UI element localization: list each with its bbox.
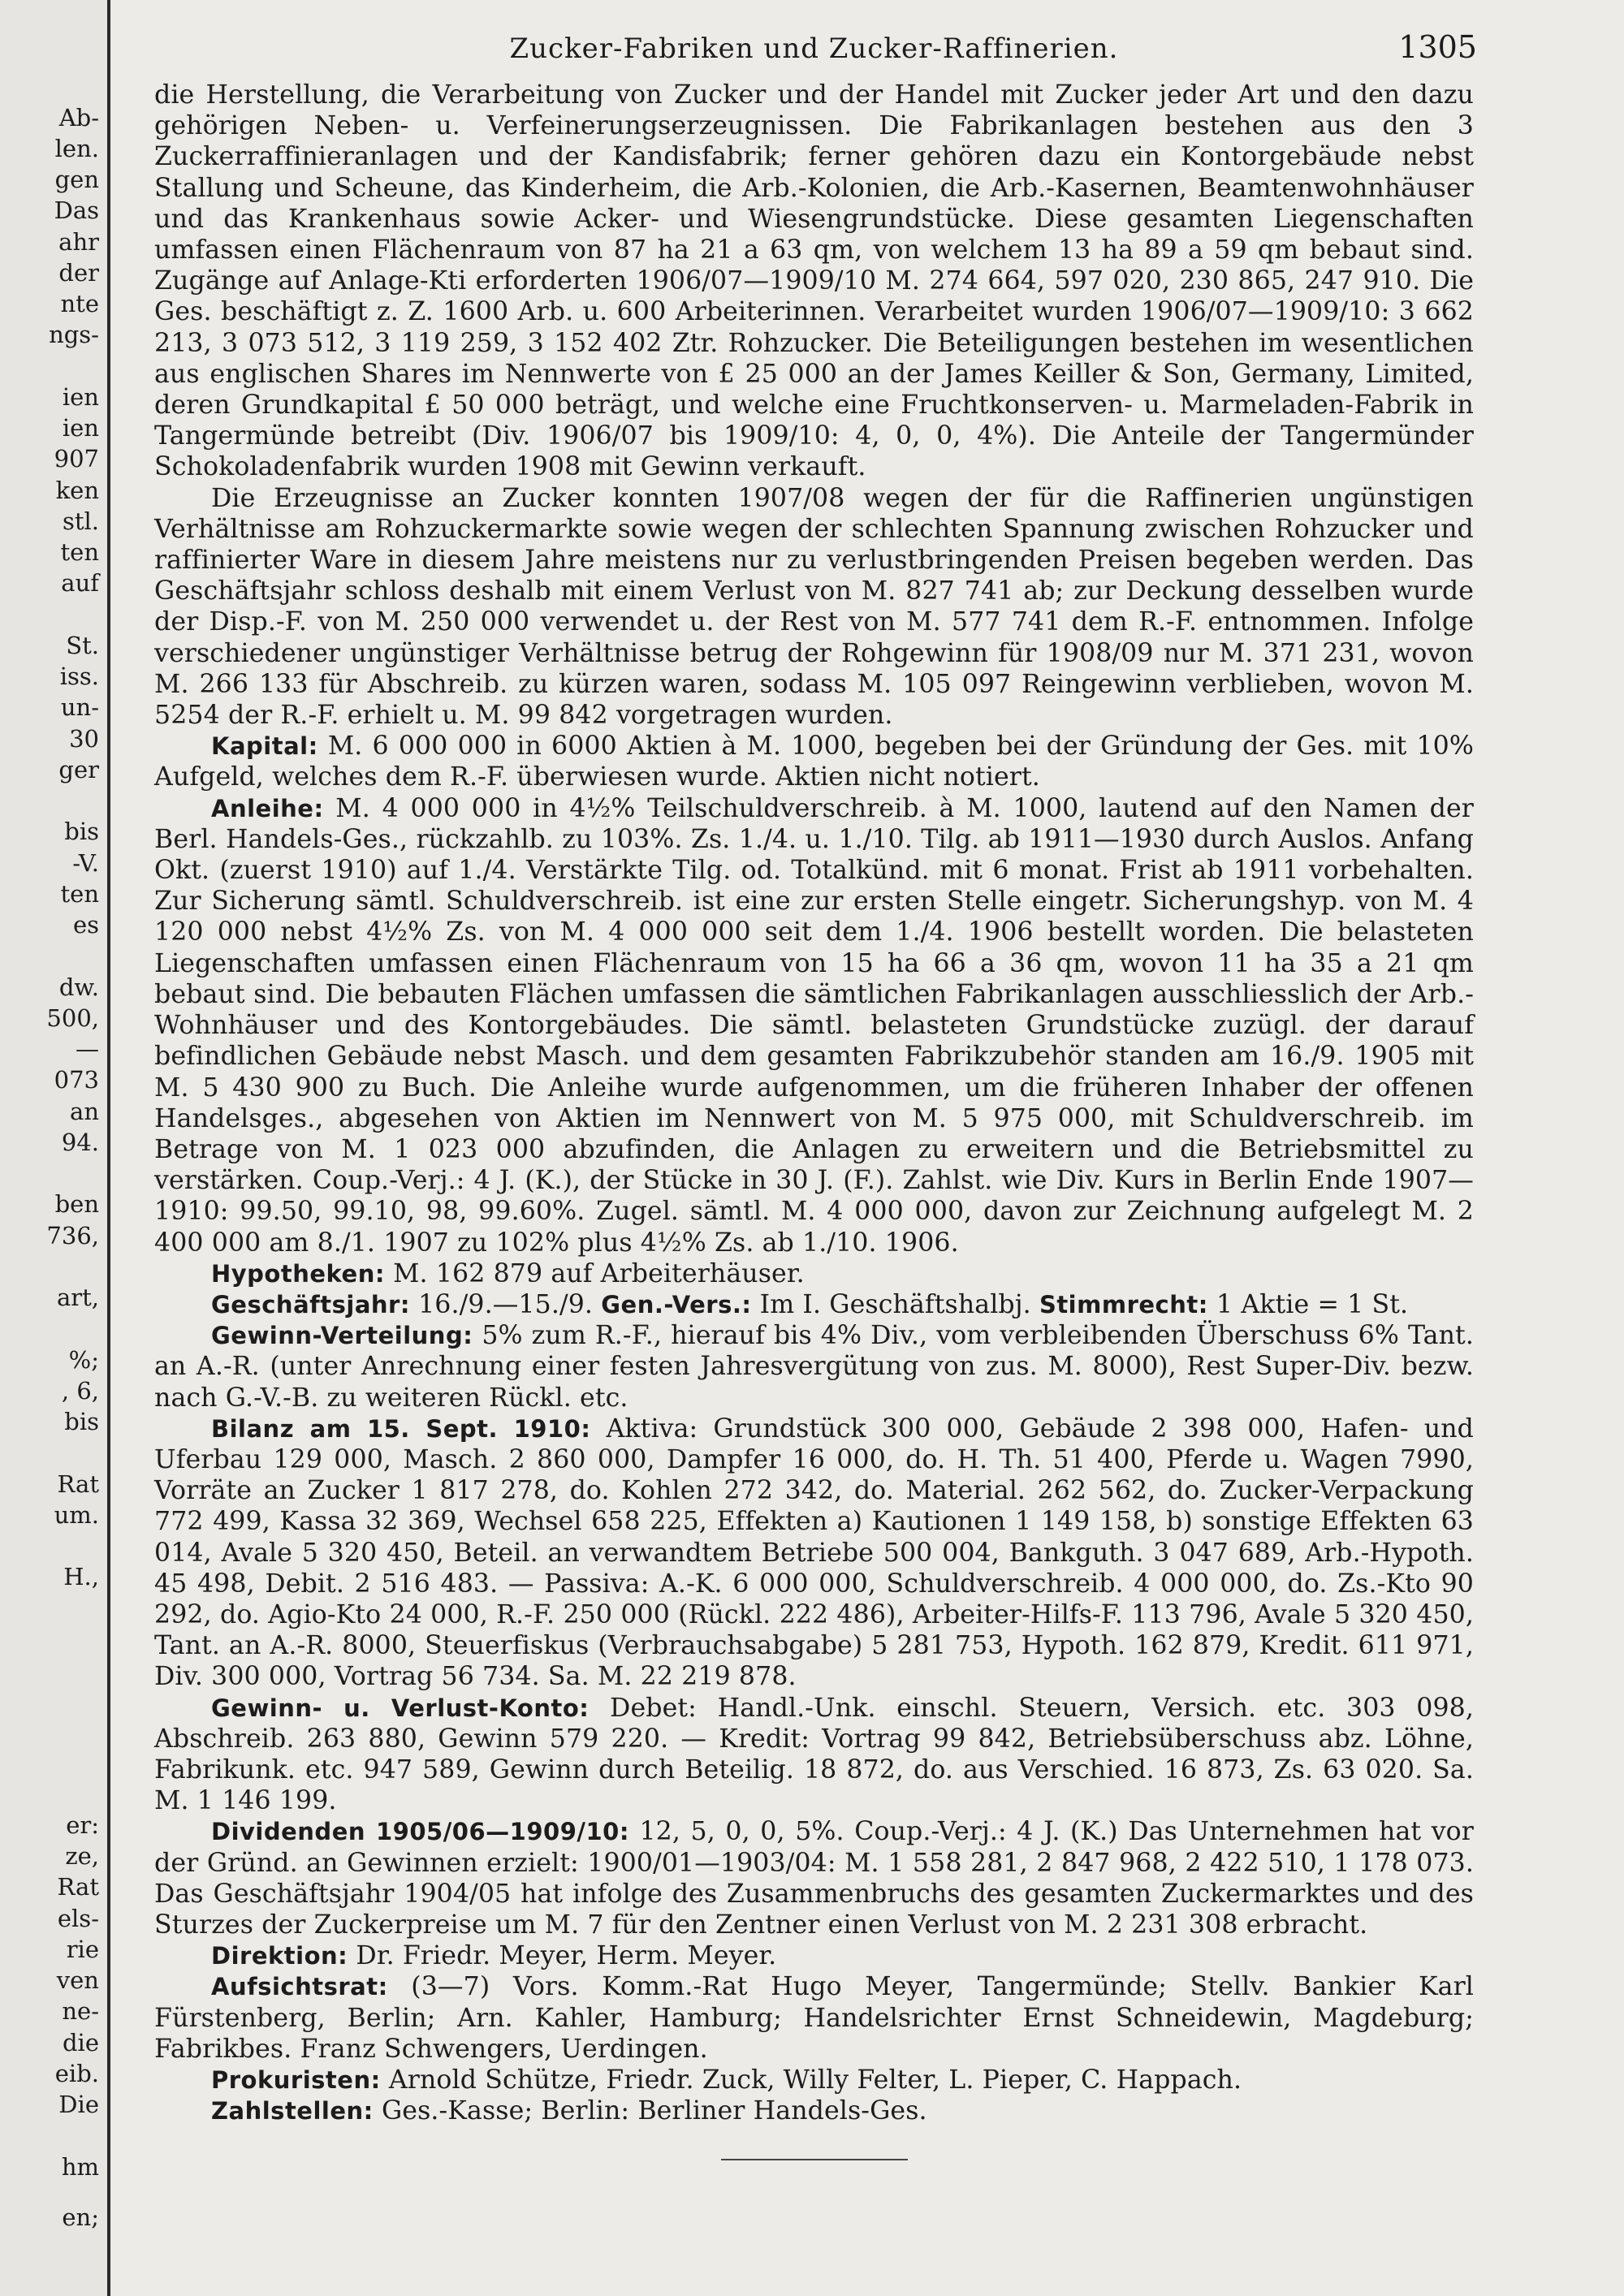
- section-label: Dividenden 1905/06—1909/10:: [211, 1818, 629, 1846]
- section-anleihe: [154, 793, 1474, 1258]
- margin-fragment: Rat: [57, 1873, 99, 1901]
- margin-fragment: dw.: [58, 973, 99, 1001]
- section-text: M. 4 000 000 in 4½% Teilschuldverschreib. à M. 1000, lautend auf den Namen der Berl. Handels-Ges., rückzahlb. zu 103%. Zs. 1./4. u. 1./10. Tilg. ab 1911—1930 durch Auslos. Anfang Okt. (zuerst 1910) auf 1./4. Verstärkte Tilg. od. Totalkünd. mit 6 monat. Frist ab 1911 vorbehalten. Zur Sicherung sämtl. Schuldverschreib. ist eine zur ersten Stelle eingetr. Sicherungshyp. von M. 4 120 000 nebst 4½% Zs. von M. 4 000 000 seit dem 1./4. 1906 bestellt worden. Die belasteten Liegenschaften umfassen einen Flächenraum von 15 ha 66 a 36 qm, wovon 11 ha 35 a 21 qm bebaut sind. Die bebauten Flächen umfassen die sämtlichen Fabrikanlagen ausschliesslich der Arb.-Wohnhäuser und des Kontorgebäudes. Die sämtl. belasteten Grundstücke zuzügl. der darauf befindlichen Gebäude nebst Masch. und dem gesamten Fabrikzubehör standen am 16./9. 1905 mit M. 5 430 900 zu Buch. Die Anleihe wurde aufgenommen, um die früheren Inhaber der offenen Handelsges., abgesehen von Aktien im Nennwert von M. 5 975 000, mit Schuldverschreib. im Betrage von M. 1 023 000 abzufinden, die Anlagen zu erweitern und die Betriebsmittel zu verstärken. Coup.-Verj.: 4 J. (K.), der Stücke in 30 J. (F.). Zahlst. wie Div. Kurs in Berlin Ende 1907—1910: 99.50, 99.10, 98, 99.60%. Zugel. sämtl. M. 4 000 000, davon zur Zeichnung aufgelegt M. 2 400 000 am 8./1. 1907 zu 102% plus 4½% Zs. ab 1./10. 1906.: [154, 793, 1474, 1258]
- margin-fragment: 94.: [61, 1129, 99, 1156]
- section-direktion: [154, 1940, 1474, 1971]
- margin-fragment: ne-: [62, 1997, 99, 2025]
- margin-fragment: ken: [55, 477, 99, 504]
- section-text: Dr. Friedr. Meyer, Herm. Meyer.: [356, 1941, 777, 1971]
- margin-fragment: —: [76, 1035, 99, 1063]
- margin-fragment: len.: [54, 135, 99, 162]
- section-label: Geschäftsjahr:: [211, 1290, 410, 1318]
- section-text: 5% zum R.-F., hierauf bis 4% Div., vom verbleibenden Überschuss 6% Tant. an A.-R. (unter Anrechnung einer festen Jahresvergütung von zus. M. 8000), Rest Super-Div. bezw. nach G.-V.-B. zu weiteren Rückl. etc.: [154, 1321, 1475, 1413]
- margin-fragment: Die: [58, 2091, 99, 2118]
- margin-fragment: art,: [56, 1284, 99, 1311]
- section-prokuristen: [154, 2065, 1474, 2095]
- page-number: 1305: [1398, 29, 1477, 65]
- margin-fragment: , 6,: [61, 1377, 99, 1405]
- margin-fragment: en;: [62, 2203, 99, 2231]
- section-text: Aktiva: Grundstück 300 000, Gebäude 2 398 000, Hafen- und Uferbau 129 000, Masch. 2 860 000, Dampfer 16 000, do. H. Th. 51 400, Pferde u. Wagen 7990, Vorräte an Zucker 1 817 278, do. Kohlen 272 342, do. Material. 262 562, do. Zucker-Verpackung 772 499, Kassa 32 369, Wechsel 658 225, Effekten a) Kautionen 1 149 158, b) sonstige Effekten 63 014, Avale 5 320 450, Beteil. an verwandtem Betriebe 500 004, Bankguth. 3 047 689, Arb.-Hypoth. 45 498, Debit. 2 516 483. — Passiva: A.-K. 6 000 000, Schuldverschreib. 4 000 000, do. Zs.-Kto 90 292, do. Agio-Kto 24 000, R.-F. 250 000 (Rückl. 222 486), Arbeiter-Hilfs-F. 113 796, Avale 5 320 450, Tant. an A.-R. 8000, Steuerfiskus (Verbrauchsabgabe) 5 281 753, Hypoth. 162 879, Kredit. 611 971, Div. 300 000, Vortrag 56 734. Sa. M. 22 219 878.: [154, 1413, 1474, 1692]
- section-text: Ges.-Kasse; Berlin: Berliner Handels-Ges.: [381, 2096, 927, 2126]
- section-gewinn-verteilung: [154, 1320, 1474, 1413]
- inline-label-gen-vers: Gen.-Vers.:: [601, 1290, 752, 1318]
- margin-fragment: stl.: [62, 507, 99, 535]
- section-geschaeftsjahr: [154, 1289, 1474, 1320]
- margin-fragment: auf: [61, 569, 99, 597]
- section-label: Anleihe:: [211, 794, 324, 822]
- margin-fragment: ten: [60, 538, 99, 566]
- margin-fragment: der: [58, 259, 99, 287]
- section-label: Aufsichtsrat:: [211, 1973, 388, 2001]
- margin-fragment: ien: [62, 383, 99, 411]
- section-label: Bilanz am 15. Sept. 1910:: [211, 1414, 591, 1443]
- margin-fragment: ze,: [65, 1842, 99, 1870]
- margin-fragment: eib.: [54, 2060, 99, 2087]
- section-text: M. 6 000 000 in 6000 Aktien à M. 1000, begeben bei der Gründung der Ges. mit 10% Aufgeld, welches dem R.-F. überwiesen wurde. Aktien nicht notiert.: [154, 732, 1474, 792]
- section-aufsichtsrat: [154, 1971, 1474, 2065]
- section-label: Hypotheken:: [211, 1259, 385, 1288]
- section-label: Gewinn-Verteilung:: [211, 1322, 473, 1350]
- margin-fragment: an: [70, 1098, 99, 1125]
- end-rule: [721, 2159, 908, 2160]
- margin-fragment: bis: [64, 818, 99, 845]
- margin-fragment: ien: [62, 414, 99, 442]
- section-kapital: [154, 731, 1474, 792]
- margin-fragment: H.,: [63, 1563, 99, 1590]
- section-gewinn-verlust-konto: [154, 1693, 1474, 1817]
- section-hypotheken: [154, 1258, 1474, 1289]
- paragraph-intro: [154, 80, 1474, 483]
- section-label: Direktion:: [211, 1942, 348, 1970]
- section-label: Gewinn- u. Verlust-Konto:: [211, 1694, 590, 1722]
- document-page: [154, 23, 1477, 2160]
- margin-fragment: nte: [60, 290, 99, 317]
- margin-fragment: ben: [54, 1190, 99, 1218]
- paragraph-text: Die Erzeugnisse an Zucker konnten 1907/08 wegen der für die Raffinerien ungünstigen Verhältnisse am Rohzuckermarkte sowie wegen der schlechten Spannung zwischen Rohzucker und raffinierter Ware in diesem Jahre meistens nur zu verlustbringenden Preisen begeben werden. Das Geschäftsjahr schloss deshalb mit einem Verlust von M. 827 741 ab; zur Deckung desselben wurde der Disp.-F. von M. 250 000 verwendet u. der Rest von M. 577 741 dem R.-F. entnommen. Infolge verschiedener ungünstiger Verhältnisse betrug der Rohgewinn für 1908/09 nur M. 371 231, wovon M. 266 133 für Abschreib. zu kürzen waren, sodass M. 105 097 Reingewinn verblieben, wovon M. 5254 der R.-F. erhielt u. M. 99 842 vorgetragen wurden.: [154, 483, 1474, 731]
- section-text: 16./9.—15./9.: [418, 1289, 594, 1319]
- margin-fragment: Das: [54, 196, 99, 224]
- section-label: Kapital:: [211, 732, 318, 761]
- margin-fragment: um.: [54, 1501, 99, 1529]
- margin-fragment: 073: [54, 1066, 99, 1094]
- margin-fragment: un-: [60, 693, 99, 721]
- section-label: Prokuristen:: [211, 2066, 381, 2094]
- section-text: 12, 5, 0, 0, 5%. Coup.-Verj.: 4 J. (K.) Das Unternehmen hat vor der Gründ. an Gewinnen erzielt: 1900/01—1903/04: M. 1 558 281, 2 847 968, 2 422 510, 1 178 073. Das Geschäftsjahr 1904/05 hat infolge des Zusammenbruchs des gesamten Zuckermarktes und des Sturzes der Zuckerpreise um M. 7 für den Zentner einen Verlust von M. 2 231 308 erbracht.: [154, 1817, 1474, 1940]
- margin-fragment: bis: [64, 1408, 99, 1435]
- margin-fragment: 736,: [46, 1222, 99, 1249]
- inline-label-stimmrecht: Stimmrecht:: [1039, 1290, 1208, 1318]
- article-body: [154, 80, 1474, 2126]
- section-bilanz: [154, 1413, 1474, 1693]
- inline-text: Im I. Geschäftshalbj.: [759, 1289, 1031, 1319]
- margin-fragment: die: [62, 2029, 99, 2056]
- margin-fragment: er:: [66, 1811, 99, 1839]
- margin-fragment: 500,: [46, 1004, 99, 1032]
- margin-fragment: 907: [54, 445, 99, 473]
- margin-fragment: els-: [57, 1905, 99, 1932]
- margin-fragment: ger: [58, 756, 99, 783]
- section-label: Zahlstellen:: [211, 2097, 374, 2126]
- margin-fragment: ten: [60, 880, 99, 908]
- margin-fragment: rie: [66, 1936, 99, 1963]
- running-title: Zucker-Fabriken und Zucker-Raffinerien.: [509, 32, 1119, 65]
- section-text: Debet: Handl.-Unk. einschl. Steuern, Versich. etc. 303 098, Abschreib. 263 880, Gewinn 579 220. — Kredit: Vortrag 99 842, Betriebsüberschuss abz. Löhne, Fabrikunk. etc. 947 589, Gewinn durch Beteilig. 18 872, do. aus Verschied. 16 873, Zs. 63 020. Sa. M. 1 146 199.: [154, 1693, 1474, 1816]
- page-header: [154, 23, 1477, 80]
- margin-fragment: Rat: [57, 1470, 99, 1498]
- inline-text: 1 Aktie = 1 St.: [1216, 1289, 1409, 1319]
- section-text: Arnold Schütze, Friedr. Zuck, Willy Felter, L. Pieper, C. Happach.: [388, 2065, 1242, 2095]
- margin-fragment: gen: [54, 166, 99, 193]
- margin-fragment: %;: [68, 1346, 99, 1374]
- margin-fragment: hm: [61, 2153, 99, 2181]
- paragraph-erzeugnisse: [154, 483, 1474, 732]
- section-text: M. 162 879 auf Arbeiterhäuser.: [393, 1258, 805, 1288]
- margin-fragment: -V.: [72, 849, 99, 877]
- margin-fragment: 30: [69, 725, 99, 753]
- paragraph-text: die Herstellung, die Verarbeitung von Zucker und der Handel mit Zucker jeder Art und den dazu gehörigen Neben- u. Verfeinerungserzeugnissen. Die Fabrikanlagen bestehen aus den 3 Zuckerraffinieranlagen und der Kandisfabrik; ferner gehören dazu ein Kontorgebäude nebst Stallung und Scheune, das Kinderheim, die Arb.-Kolonien, die Arb.-Kasernen, Beamtenwohnhäuser und das Krankenhaus sowie Acker- und Wiesengrundstücke. Diese gesamten Liegenschaften umfassen einen Flächenraum von 87 ha 21 a 63 qm, von welchem 13 ha 89 a 59 qm bebaut sind. Zugänge auf Anlage-Kti erforderten 1906/07—1909/10 M. 274 664, 597 020, 230 865, 247 910. Die Ges. beschäftigt z. Z. 1600 Arb. u. 600 Arbeiterinnen. Verarbeitet wurden 1906/07—1909/10: 3 662 213, 3 073 512, 3 119 259, 3 152 402 Ztr. Rohzucker. Die Beteiligungen bestehen im wesentlichen aus englischen Shares im Nennwerte von £ 25 000 an der James Keiller & Son, Germany, Limited, deren Grundkapital £ 50 000 beträgt, und welche eine Fruchtkonserven- u. Marmeladen-Fabrik in Tangermünde betreibt (Div. 1906/07 bis 1909/10: 4, 0, 0, 4%). Die Anteile der Tangermünder Schokoladenfabrik wurden 1908 mit Gewinn verkauft.: [154, 80, 1474, 482]
- section-dividenden: [154, 1816, 1474, 1940]
- margin-fragment: St.: [66, 632, 99, 659]
- margin-fragment: es: [72, 911, 99, 939]
- section-zahlstellen: [154, 2095, 1474, 2126]
- margin-fragment: iss.: [59, 662, 99, 690]
- margin-fragment: Ab-: [58, 104, 99, 132]
- margin-fragment: ahr: [58, 228, 99, 256]
- margin-fragment: ngs-: [49, 321, 99, 348]
- section-text: (3—7) Vors. Komm.-Rat Hugo Meyer, Tangermünde; Stellv. Bankier Karl Fürstenberg, Berlin; Arn. Kahler, Hamburg; Handelsrichter Ernst Schneidewin, Magdeburg; Fabrikbes. Franz Schwengers, Uerdingen.: [154, 1972, 1474, 2064]
- margin-fragment: ven: [56, 1966, 99, 1994]
- previous-page-edge: [0, 0, 110, 2296]
